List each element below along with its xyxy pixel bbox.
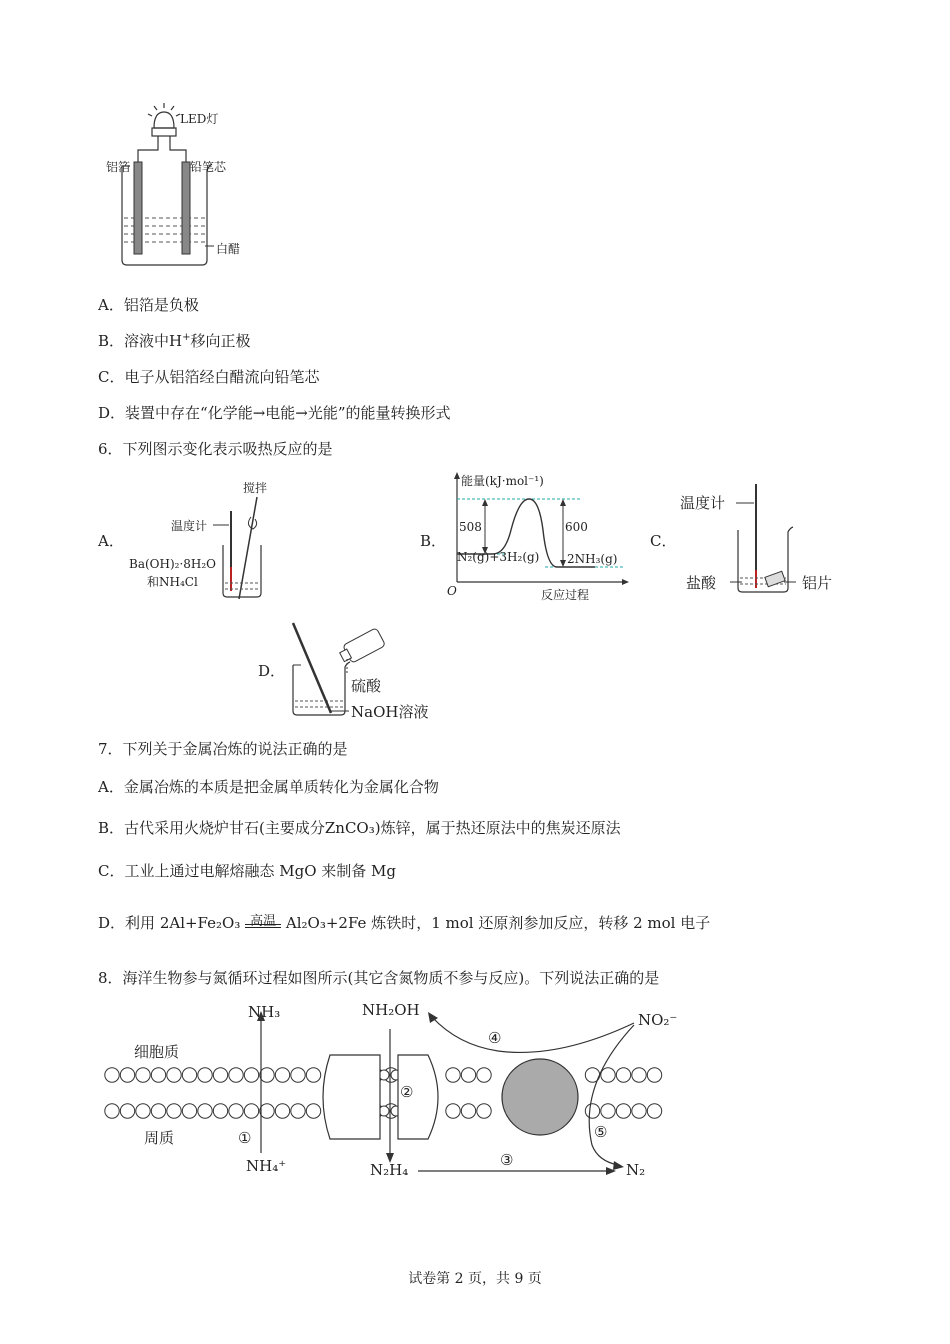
membrane-bead	[291, 1104, 305, 1118]
q6-a-reagent2: 和NH₄Cl	[147, 575, 198, 589]
q7-option-d	[98, 912, 710, 933]
aluminum-foil-label: 铝箔	[106, 160, 131, 174]
q8-nh4: NH₄⁺	[246, 1157, 287, 1175]
q5-figure	[100, 100, 260, 270]
membrane-bead	[244, 1068, 258, 1082]
membrane-bead	[229, 1068, 243, 1082]
q7-option-d-condition: 高温	[250, 914, 277, 929]
q6-a-thermo-label: 温度计	[171, 519, 208, 533]
q7-option-c: C．工业上通过电解熔融态 MgO 来制备 Mg	[98, 862, 397, 880]
q6-c-figure	[680, 478, 850, 598]
membrane-bead	[446, 1104, 460, 1118]
membrane-bead	[151, 1104, 165, 1118]
membrane-bead	[167, 1104, 181, 1118]
q6-c-metal-label: 铝片	[802, 574, 833, 592]
q8-n2: N₂	[626, 1161, 646, 1179]
q6-d-figure	[285, 615, 455, 725]
energy-profile-diagram	[445, 470, 635, 605]
membrane-bead	[616, 1068, 630, 1082]
q8-n2h4: N₂H₄	[370, 1161, 409, 1179]
page-footer: 试卷第 2 页，共 9 页	[408, 1271, 542, 1287]
q8-step-1: ①	[238, 1129, 252, 1147]
q5-option-b-post: 移向正极	[190, 332, 251, 350]
q6-c-thermo-label: 温度计	[680, 494, 726, 512]
q7-option-b: B．古代采用火烧炉甘石(主要成分ZnCO₃)炼锌，属于热还原法中的焦炭还原法	[98, 819, 621, 837]
q7-option-d-pre: D．利用	[98, 914, 156, 932]
q8-step-2: ②	[400, 1083, 414, 1101]
q5-option-a: A．铝箔是负极	[98, 296, 199, 314]
membrane-bead	[275, 1104, 289, 1118]
q6-d-letter: D．	[258, 662, 286, 680]
q6-b-reactants: N₂(g)+3H₂(g)	[457, 550, 540, 564]
membrane-bead	[120, 1104, 134, 1118]
q8-no2: NO₂⁻	[638, 1011, 678, 1029]
membrane-bead	[260, 1068, 274, 1082]
membrane-bead	[136, 1104, 150, 1118]
membrane-bead	[647, 1068, 661, 1082]
q6-b-xlabel: 反应过程	[541, 588, 590, 602]
q6-b-value-508: 508	[459, 520, 482, 534]
q6-stem: 6．下列图示变化表示吸热反应的是	[98, 440, 333, 458]
q8-step-5: ⑤	[594, 1123, 608, 1141]
membrane-bead	[477, 1104, 491, 1118]
q8-figure	[98, 995, 678, 1195]
membrane-bead	[198, 1068, 212, 1082]
q5-option-b	[98, 330, 251, 351]
q6-a-letter: A．	[98, 532, 124, 550]
q6-b-value-600: 600	[565, 520, 588, 534]
q8-nh2oh: NH₂OH	[362, 1001, 420, 1019]
q7-option-d-lhs: 2Al+Fe₂O₃	[159, 914, 241, 932]
membrane-bead	[275, 1068, 289, 1082]
q7-option-a: A．金属冶炼的本质是把金属单质转化为金属化合物	[98, 778, 439, 796]
q7-option-d-rhs: Al₂O₃+2Fe	[285, 914, 367, 932]
membrane-bead	[632, 1068, 646, 1082]
q5-option-b-pre: B．溶液中	[98, 332, 170, 350]
membrane-bead	[213, 1068, 227, 1082]
membrane-bead	[601, 1104, 615, 1118]
q6-b-products: 2NH₃(g)	[567, 552, 618, 566]
membrane-bead	[260, 1104, 274, 1118]
q6-a-figure	[125, 475, 285, 605]
membrane-bead	[306, 1068, 320, 1082]
q5-option-b-charge: +	[182, 332, 191, 343]
membrane-bead	[477, 1068, 491, 1082]
q8-nh3: NH₃	[248, 1003, 281, 1021]
vinegar-label: 白醋	[216, 242, 241, 256]
q5-option-c: C．电子从铝箔经白醋流向铅笔芯	[98, 368, 320, 386]
membrane-bead	[167, 1068, 181, 1082]
membrane-bead	[198, 1104, 212, 1118]
led-bulb-icon	[148, 103, 180, 136]
membrane-bead	[105, 1068, 119, 1082]
q6-a-stir-label: 搅拌	[243, 481, 268, 495]
q7-stem: 7．下列关于金属冶炼的说法正确的是	[98, 740, 348, 758]
membrane-bead	[306, 1104, 320, 1118]
q6-d-base-label: NaOH溶液	[351, 703, 429, 721]
membrane-bead	[647, 1104, 661, 1118]
q8-cytoplasm-label: 细胞质	[134, 1043, 180, 1061]
membrane-bead	[632, 1104, 646, 1118]
q6-b-figure	[445, 470, 635, 605]
membrane-bead	[585, 1104, 599, 1118]
q8-step-4: ④	[488, 1029, 502, 1047]
q6-b-ylabel: 能量(kJ·mol⁻¹)	[461, 474, 544, 488]
membrane-bead	[244, 1104, 258, 1118]
q5-option-d: D．装置中存在“化学能→电能→光能”的能量转换形式	[98, 404, 451, 422]
membrane-bead	[601, 1068, 615, 1082]
q6-c-acid-label: 盐酸	[686, 574, 717, 592]
q5-option-b-ion: H	[169, 332, 183, 350]
membrane-bead	[182, 1068, 196, 1082]
q7-option-d-post: 炼铁时，1 mol 还原剂参加反应，转移 2 mol 电子	[371, 914, 711, 932]
membrane-bead	[291, 1068, 305, 1082]
membrane-bead	[446, 1068, 460, 1082]
membrane-bead	[461, 1104, 475, 1118]
membrane-bead	[229, 1104, 243, 1118]
membrane-bead	[616, 1104, 630, 1118]
q6-a-reagent1: Ba(OH)₂·8H₂O	[129, 557, 217, 571]
q8-step-3: ③	[500, 1151, 514, 1169]
membrane-bead	[182, 1104, 196, 1118]
membrane-bead	[151, 1068, 165, 1082]
q8-periplasm-label: 周质	[144, 1129, 175, 1147]
q6-c-letter: C．	[650, 532, 677, 550]
led-label: LED灯	[180, 112, 219, 126]
membrane-bead	[105, 1104, 119, 1118]
membrane-bead	[461, 1068, 475, 1082]
pencil-lead-label: 铅笔芯	[190, 160, 227, 174]
membrane-bead	[213, 1104, 227, 1118]
q6-d-acid-label: 硫酸	[351, 677, 382, 695]
q6-b-letter: B．	[420, 532, 447, 550]
membrane-bead	[120, 1068, 134, 1082]
q6-b-origin: O	[447, 584, 457, 598]
membrane-bead	[136, 1068, 150, 1082]
q8-stem: 8．海洋生物参与氮循环过程如图所示(其它含氮物质不参与反应)。下列说法正确的是	[98, 969, 660, 987]
